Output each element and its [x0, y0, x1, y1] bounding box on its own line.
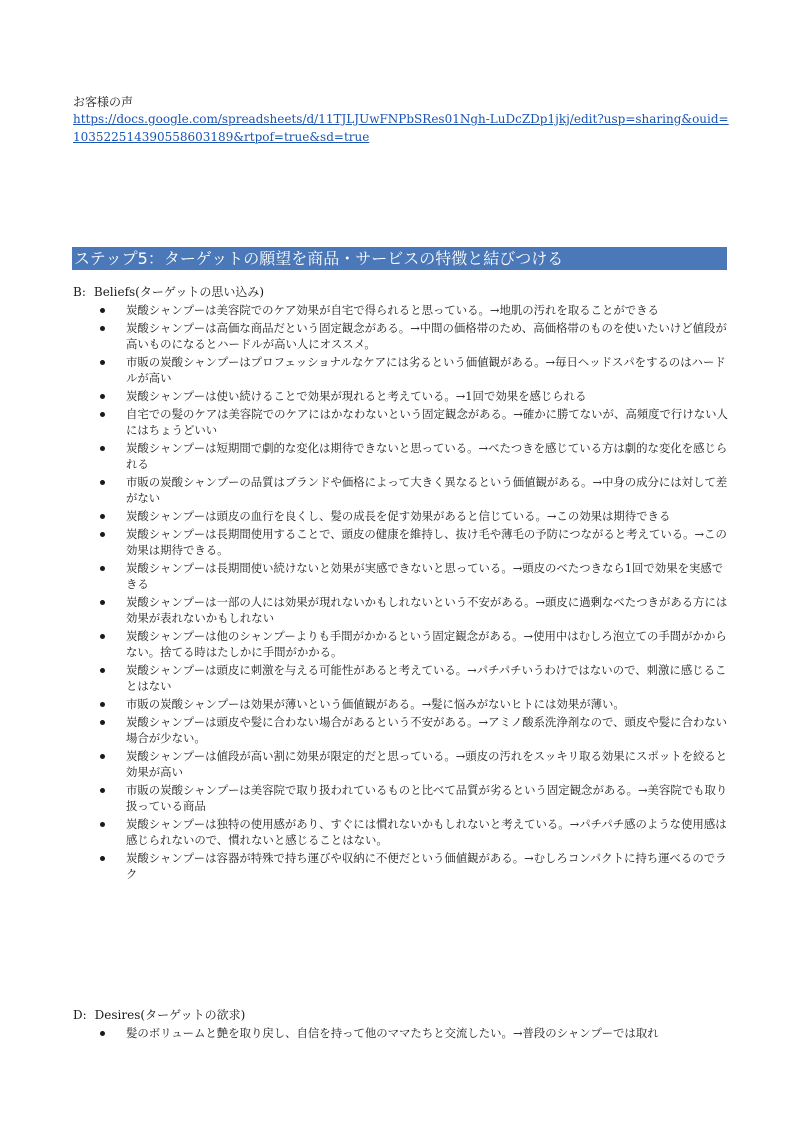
list-item-text: 炭酸シャンプーは長期間使い続けないと効果が実感できないと思っている。→頭皮のべたつきなら1回で効果を実感できる [126, 561, 724, 591]
bullet-icon [100, 788, 105, 793]
bullet-icon [100, 480, 105, 485]
list-item-text: 炭酸シャンプーは他のシャンプーよりも手間がかかるという固定観念がある。→使用中はむしろ泡立ての手間がかからない。捨てる時はたしかに手間がかかる。 [126, 629, 727, 659]
list-item [73, 1025, 733, 1041]
list-item-text: 炭酸シャンプーは使い続けることで効果が現れると考えている。→1回で効果を感じられる [126, 389, 587, 403]
desires-heading-jp: (ターゲットの欲求) [140, 1008, 246, 1022]
list-item [73, 508, 733, 524]
list-item-text: 市販の炭酸シャンプーの品質はブランドや価格によって大きく異なるという価値観がある。→中身の成分には対して差がない [126, 475, 728, 505]
bullet-icon [100, 754, 105, 759]
list-item-text: 炭酸シャンプーは頭皮に刺激を与える可能性があると考えている。→パチパチいうわけではないので、刺激に感じることはない [126, 663, 727, 693]
list-item [73, 560, 733, 592]
list-item [73, 354, 733, 386]
bullet-icon [100, 668, 105, 673]
list-item [73, 782, 733, 814]
list-item [73, 662, 733, 694]
list-item-text: 炭酸シャンプーは頭皮の血行を良くし、髪の成長を促す効果があると信じている。→この効果は期待できる [126, 509, 671, 523]
desires-list [73, 1025, 733, 1043]
list-item-text: 市販の炭酸シャンプーはプロフェッショナルなケアには劣るという価値観がある。→毎日ヘッドスパをするのはハードルが高い [126, 355, 726, 385]
desires-letter: D: [73, 1008, 87, 1022]
list-item [73, 388, 733, 404]
list-item [73, 748, 733, 780]
bullet-icon [100, 360, 105, 365]
list-item-text: 自宅での髪のケアは美容院でのケアにはかなわないという固定観念がある。→確かに勝てないが、高頻度で行けない人にはちょうどいい [126, 407, 728, 437]
bullet-icon [100, 856, 105, 861]
list-item-text: 市販の炭酸シャンプーは美容院で取り扱われているものと比べて品質が劣るという固定観念がある。→美容院でも取り扱っている商品 [126, 783, 728, 813]
list-item [73, 816, 733, 848]
list-item [73, 594, 733, 626]
list-item-text: 炭酸シャンプーは高価な商品だという固定観念がある。→中間の価格帯のため、高価格帯のものを使いたいけど値段が高いものになるとハードルが高い人にオススメ。 [126, 321, 727, 351]
list-item [73, 302, 733, 318]
bullet-icon [100, 720, 105, 725]
beliefs-heading [73, 283, 264, 301]
step-banner: ステップ5：ターゲットの願望を商品・サービスの特徴と結びつける [72, 247, 727, 270]
customer-voice-label: お客様の声 [73, 95, 134, 109]
list-item [73, 320, 733, 352]
beliefs-list [73, 302, 733, 884]
bullet-icon [100, 1031, 105, 1036]
list-item-text: 炭酸シャンプーは長期間使用することで、頭皮の健康を維持し、抜け毛や薄毛の予防につながると考えている。→この効果は期待できる。 [126, 527, 727, 557]
bullet-icon [100, 634, 105, 639]
bullet-icon [100, 702, 105, 707]
list-item [73, 406, 733, 438]
bullet-icon [100, 600, 105, 605]
list-item [73, 628, 733, 660]
bullet-icon [100, 566, 105, 571]
bullet-icon [100, 532, 105, 537]
list-item [73, 440, 733, 472]
bullet-icon [100, 326, 105, 331]
list-item-text: 髪のボリュームと艶を取り戻し、自信を持って他のママたちと交流したい。→普段のシャンプーでは取れ [126, 1026, 659, 1040]
beliefs-letter: B: [73, 285, 86, 299]
list-item [73, 696, 733, 712]
bullet-icon [100, 394, 105, 399]
beliefs-heading-en: Beliefs [93, 285, 136, 299]
desires-heading [73, 1006, 245, 1024]
bullet-icon [100, 822, 105, 827]
bullet-icon [100, 446, 105, 451]
list-item-text: 炭酸シャンプーは容器が特殊で持ち運びや収納に不便だという価値観がある。→むしろコンパクトに持ち運べるのでラク [126, 851, 727, 881]
bullet-icon [100, 514, 105, 519]
list-item-text: 炭酸シャンプーは頭皮や髪に合わない場合があるという不安がある。→アミノ酸系洗浄剤なので、頭皮や髪に合わない場合が少ない。 [126, 715, 728, 745]
beliefs-heading-jp: (ターゲットの思い込み) [135, 285, 265, 299]
desires-heading-en: Desires [94, 1008, 141, 1022]
list-item [73, 474, 733, 506]
spreadsheet-link[interactable]: https://docs.google.com/spreadsheets/d/11TJLJUwFNPbSRes01Ngh-LuDcZDp1jkj/edit?usp=sharing&ouid=103522514390558603189&rtpof=true&sd=true [73, 112, 729, 144]
list-item-text: 炭酸シャンプーは値段が高い割に効果が限定的だと思っている。→頭皮の汚れをスッキリ取る効果にスポットを絞ると効果が高い [126, 749, 728, 779]
list-item [73, 714, 733, 746]
bullet-icon [100, 412, 105, 417]
list-item-text: 炭酸シャンプーは短期間で劇的な変化は期待できないと思っている。→べたつきを感じている方は劇的な変化を感じられる [126, 441, 728, 471]
list-item-text: 炭酸シャンプーは独特の使用感があり、すぐには慣れないかもしれないと考えている。→パチパチ感のような使用感は感じられないので、慣れないと感じることはない。 [126, 817, 727, 847]
bullet-icon [100, 308, 105, 313]
list-item-text: 市販の炭酸シャンプーは効果が薄いという価値観がある。→髪に悩みがないヒトには効果が薄い。 [126, 697, 625, 711]
list-item-text: 炭酸シャンプーは美容院でのケア効果が自宅で得られると思っている。→地肌の汚れを取ることができる [126, 303, 659, 317]
list-item [73, 850, 733, 882]
list-item [73, 526, 733, 558]
list-item-text: 炭酸シャンプーは一部の人には効果が現れないかもしれないという不安がある。→頭皮に過剰なべたつきがある方には効果が表れないかもしれない [126, 595, 728, 625]
